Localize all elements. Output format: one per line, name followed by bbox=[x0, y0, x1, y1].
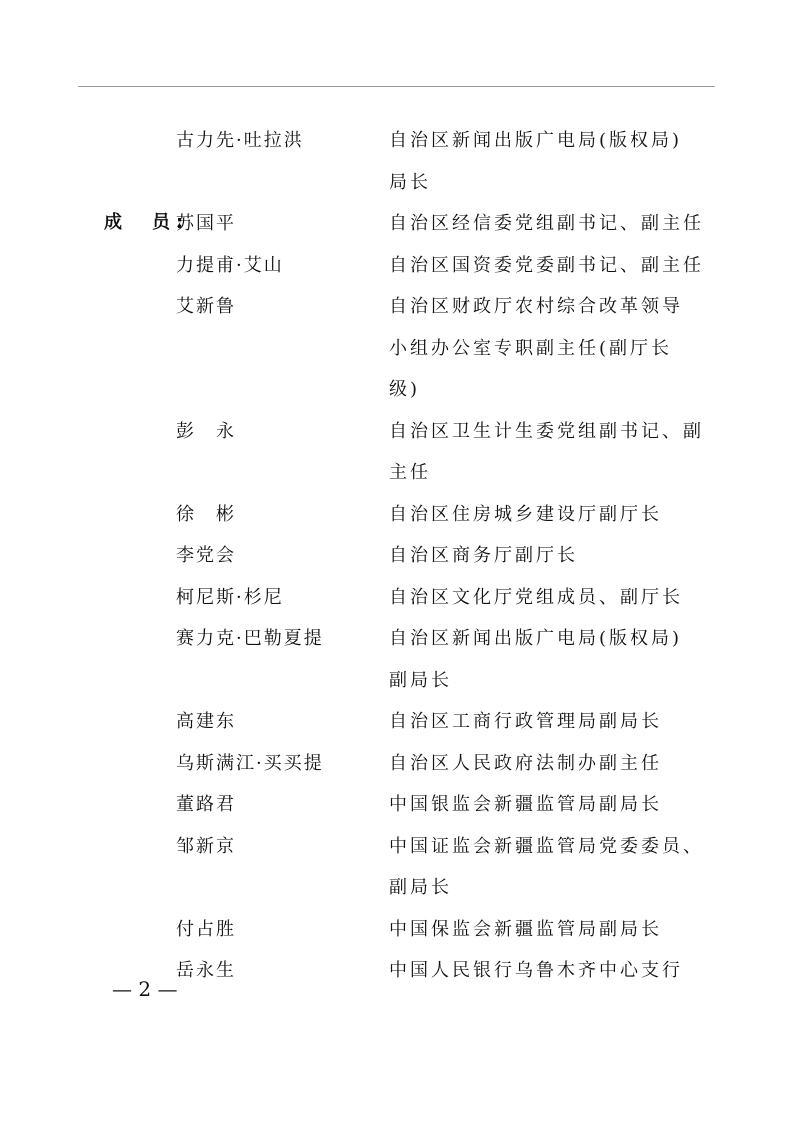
entry-line bbox=[0, 906, 793, 948]
member-name: 乌斯满江·买买提 bbox=[176, 752, 324, 774]
member-title: 级) bbox=[389, 379, 421, 400]
entry-line bbox=[0, 740, 793, 782]
entry-line bbox=[0, 698, 793, 740]
member-title: 中国银监会新疆监管局副局长 bbox=[389, 794, 662, 815]
member-title: 中国证监会新疆监管局党委委员、 bbox=[389, 835, 704, 857]
member-title: 主任 bbox=[389, 462, 431, 483]
member-entry bbox=[0, 740, 793, 782]
member-title: 自治区卫生计生委党组副书记、副 bbox=[389, 420, 704, 442]
entry-line bbox=[0, 781, 793, 823]
member-name: 彭 永 bbox=[176, 420, 236, 442]
member-title: 自治区经信委党组副书记、副主任 bbox=[389, 213, 704, 234]
entry-line bbox=[0, 242, 793, 284]
member-entry bbox=[0, 906, 793, 948]
member-name: 力提甫·艾山 bbox=[176, 254, 284, 276]
member-name: 艾新鲁 bbox=[176, 296, 236, 317]
entry-line bbox=[0, 657, 793, 699]
entry-line bbox=[0, 159, 793, 201]
member-entry bbox=[0, 491, 793, 533]
member-entry bbox=[0, 615, 793, 698]
member-title: 局长 bbox=[389, 171, 431, 193]
member-entry bbox=[0, 823, 793, 906]
page-number: — 2 — bbox=[112, 977, 178, 1001]
member-name: 苏国平 bbox=[176, 213, 236, 234]
member-title: 自治区住房城乡建设厅副厅长 bbox=[389, 503, 662, 525]
entry-line bbox=[0, 615, 793, 657]
entry-line bbox=[0, 823, 793, 865]
member-name: 付占胜 bbox=[176, 918, 236, 940]
member-name: 李党会 bbox=[176, 545, 236, 566]
entry-line bbox=[0, 283, 793, 325]
member-entry bbox=[0, 200, 793, 242]
member-title: 自治区国资委党委副书记、副主任 bbox=[389, 254, 704, 276]
member-title: 自治区人民政府法制办副主任 bbox=[389, 752, 662, 774]
member-title: 自治区商务厅副厅长 bbox=[389, 545, 578, 566]
entry-line bbox=[0, 864, 793, 906]
member-name: 岳永生 bbox=[176, 960, 236, 981]
member-name: 董路君 bbox=[176, 794, 236, 815]
member-list bbox=[0, 117, 793, 989]
entry-line bbox=[0, 491, 793, 533]
member-name: 邹新京 bbox=[176, 835, 236, 857]
member-title: 自治区财政厅农村综合改革领导 bbox=[389, 296, 683, 317]
entry-line bbox=[0, 200, 793, 242]
member-entry bbox=[0, 574, 793, 616]
member-entry bbox=[0, 408, 793, 491]
member-title: 自治区文化厅党组成员、副厅长 bbox=[389, 586, 683, 608]
header-rule bbox=[78, 86, 715, 87]
member-title: 中国人民银行乌鲁木齐中心支行 bbox=[389, 960, 683, 981]
member-entry bbox=[0, 532, 793, 574]
member-name: 徐 彬 bbox=[176, 503, 236, 525]
member-title: 副局长 bbox=[389, 877, 452, 898]
member-title: 小组办公室专职副主任(副厅长 bbox=[389, 337, 673, 359]
entry-line bbox=[0, 408, 793, 450]
member-entry bbox=[0, 283, 793, 408]
member-entry bbox=[0, 242, 793, 284]
member-name: 古力先·吐拉洪 bbox=[176, 130, 304, 151]
entry-line bbox=[0, 574, 793, 616]
member-title: 自治区工商行政管理局副局长 bbox=[389, 711, 662, 732]
entry-line bbox=[0, 325, 793, 367]
entry-line bbox=[0, 449, 793, 491]
member-entry bbox=[0, 117, 793, 200]
member-name: 高建东 bbox=[176, 711, 236, 732]
entry-line bbox=[0, 366, 793, 408]
entry-line bbox=[0, 117, 793, 159]
member-name: 赛力克·巴勒夏提 bbox=[176, 628, 324, 649]
member-entry bbox=[0, 698, 793, 740]
role-label: 成 员: bbox=[104, 212, 190, 233]
entry-line bbox=[0, 532, 793, 574]
member-title: 自治区新闻出版广电局(版权局) bbox=[389, 130, 683, 151]
member-title: 副局长 bbox=[389, 669, 452, 691]
member-entry bbox=[0, 781, 793, 823]
member-title: 自治区新闻出版广电局(版权局) bbox=[389, 628, 683, 649]
member-name: 柯尼斯·杉尼 bbox=[176, 586, 284, 608]
member-title: 中国保监会新疆监管局副局长 bbox=[389, 918, 662, 940]
